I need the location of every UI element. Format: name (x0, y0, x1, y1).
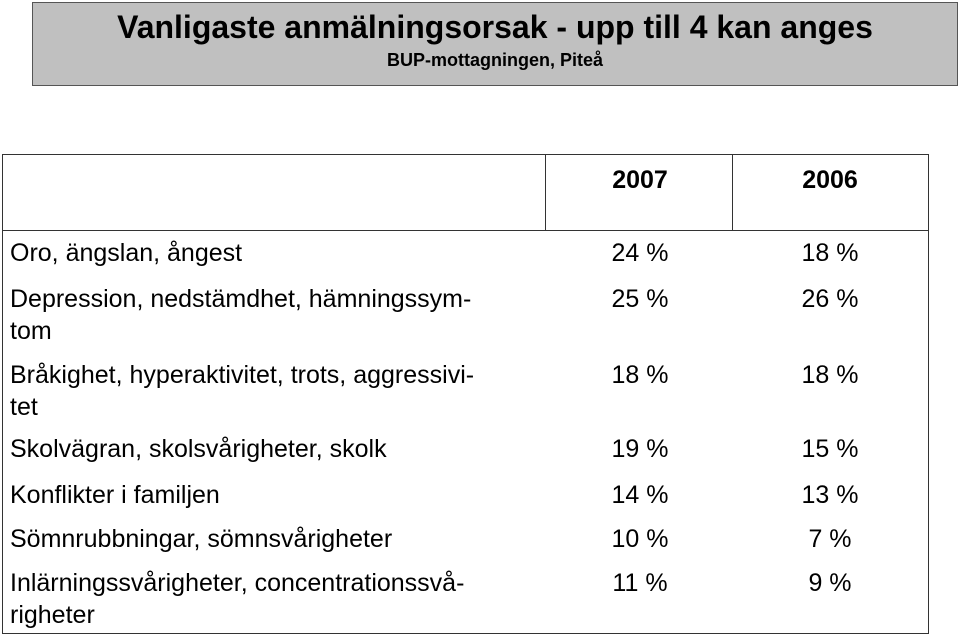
header-divider (3, 230, 928, 231)
value-2006: 9 % (808, 569, 852, 597)
value-2007: 11 % (612, 569, 668, 597)
column-divider (545, 155, 546, 231)
value-2006: 26 % (801, 285, 859, 313)
row-category: Depression, nedstämdhet, hämningssym- tom (10, 285, 472, 345)
row-category: Inlärningssvårigheter, concentrationssvå- righeter (10, 569, 465, 629)
row-category: Skolvägran, skolsvårigheter, skolk (10, 435, 387, 463)
value-2006: 18 % (801, 239, 859, 267)
column-divider (732, 155, 733, 231)
row-category: Oro, ängslan, ångest (10, 239, 243, 267)
column-header-2006: 2006 (802, 166, 858, 194)
page-subtitle: BUP-mottagningen, Piteå (386, 50, 603, 70)
value-2006: 7 % (808, 525, 852, 553)
value-2007: 19 % (611, 435, 669, 463)
value-2006: 18 % (801, 361, 859, 389)
title-box (32, 2, 958, 86)
value-2006: 15 % (801, 435, 859, 463)
row-category: Konflikter i familjen (10, 481, 220, 509)
page-title: Vanligaste anmälningsorsak - upp till 4 kan anges (117, 9, 873, 45)
data-table (2, 154, 929, 634)
value-2007: 10 % (611, 525, 669, 553)
row-category: Bråkighet, hyperaktivitet, trots, aggressivi- tet (10, 361, 475, 421)
row-category: Sömnrubbningar, sömnsvårigheter (10, 525, 393, 553)
value-2007: 14 % (611, 481, 669, 509)
value-2007: 25 % (611, 285, 669, 313)
value-2006: 13 % (801, 481, 859, 509)
value-2007: 18 % (611, 361, 669, 389)
value-2007: 24 % (611, 239, 669, 267)
column-header-2007: 2007 (612, 166, 668, 194)
